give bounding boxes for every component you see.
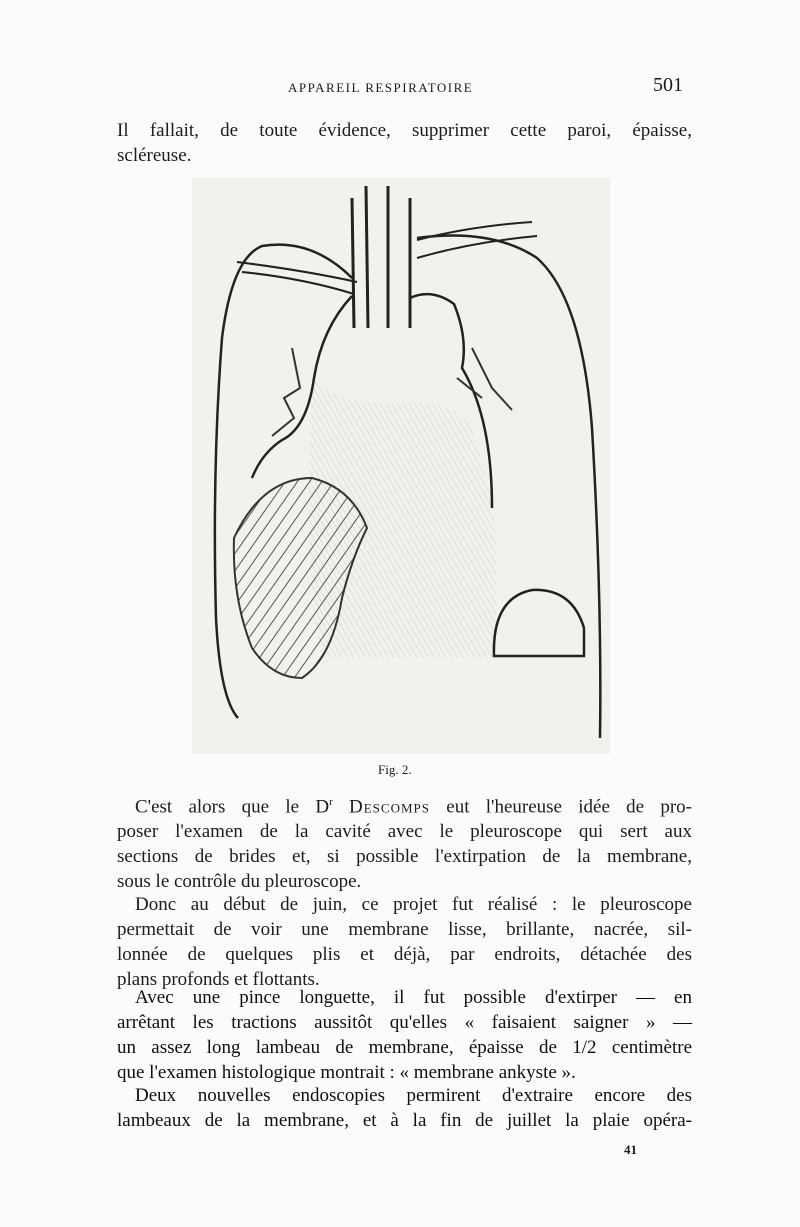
text-line: que l'examen histologique montrait : « membrane ankyste ».	[117, 1062, 576, 1083]
author-name: Descomps	[349, 796, 430, 818]
text-line: lambeaux de la membrane, et à la fin de juillet la plaie opéra-	[117, 1110, 692, 1131]
chest-drawing	[192, 178, 610, 754]
text-line: Avec une pince longuette, il fut possible d'extirper — en	[135, 987, 692, 1008]
text-line	[117, 790, 692, 819]
right-hilar-marking	[457, 348, 512, 410]
paragraph-3	[117, 985, 692, 1085]
paragraph-4	[117, 1083, 692, 1133]
text-line: sous le contrôle du pleuroscope.	[117, 871, 362, 893]
text-line: sections de brides et, si possible l'extirpation de la membrane,	[117, 846, 692, 868]
figure-caption: Fig. 2.	[378, 762, 412, 777]
text-line: Deux nouvelles endoscopies permirent d'extraire encore des	[135, 1085, 692, 1106]
text-line: arrêtant les tractions aussitôt qu'elles « faisaient saigner » —	[117, 1012, 692, 1033]
superscript: r	[329, 796, 333, 808]
paragraph-1	[117, 790, 692, 894]
right-clavicle	[417, 222, 537, 258]
text-line: lonnée de quelques plis et déjà, par endroits, détachée des	[117, 944, 692, 965]
text-fragment: eut l'heureuse idée de pro-	[446, 796, 692, 818]
page-number: 501	[653, 74, 683, 96]
paragraph-2	[117, 892, 692, 992]
text-line: Donc au début de juin, ce projet fut réalisé : le pleuroscope	[135, 894, 692, 915]
text-fragment: C'est alors que le D	[135, 796, 330, 818]
text-line: permettait de voir une membrane lisse, brillante, nacrée, sil-	[117, 919, 692, 940]
text-line: un assez long lambeau de membrane, épaisse de 1/2 centimètre	[117, 1037, 692, 1058]
left-hilar-marking	[272, 348, 300, 436]
running-title: APPAREIL RESPIRATOIRE	[288, 80, 474, 95]
text-line: plans profonds et flottants.	[117, 969, 320, 990]
text-line: poser l'examen de la cavité avec le pleuroscope qui sert aux	[117, 821, 692, 843]
rounded-shadow	[494, 590, 584, 656]
trachea-outline	[352, 186, 410, 328]
text-line: scléreuse.	[117, 145, 192, 166]
chest-illustration	[192, 178, 610, 754]
text-line: Il fallait, de toute évidence, supprimer cette paroi, épaisse,	[117, 120, 692, 141]
opening-paragraph	[117, 118, 692, 168]
running-head	[115, 74, 685, 102]
signature-mark: 41	[624, 1142, 637, 1157]
